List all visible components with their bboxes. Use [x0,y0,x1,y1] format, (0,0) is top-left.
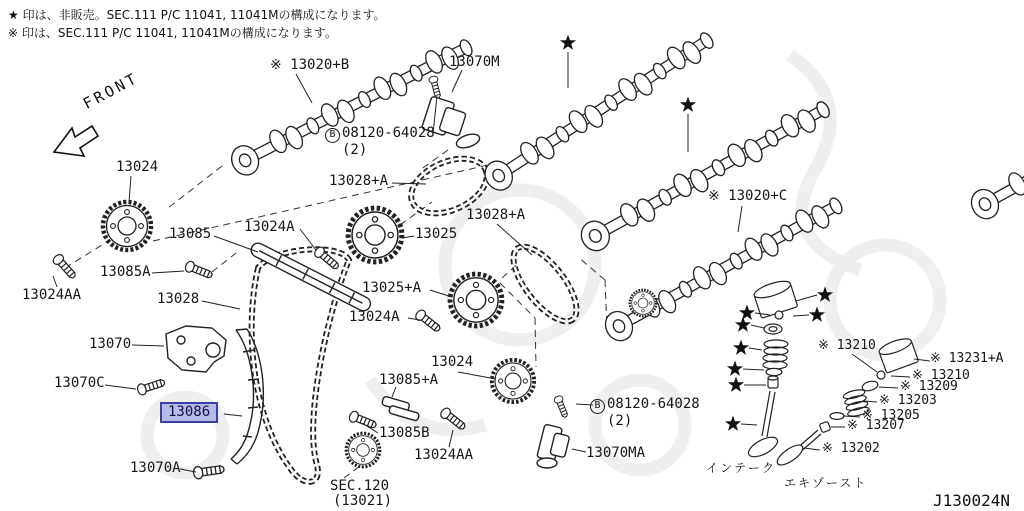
part-label-13085B[interactable]: 13085B [379,425,430,441]
sprocket-13024-left [103,202,151,250]
circled-b-icon: B [590,399,605,414]
part-label-13024-upper[interactable]: 13024 [116,159,159,175]
bracket-13070MA-foot [537,458,557,468]
sprocket-13025A [450,274,502,326]
part-label-13070M[interactable]: 13070M [449,54,500,70]
camshaft-corner-drawing [966,68,1024,223]
part-label-08120-64028-bottom[interactable] [590,397,700,429]
part-label-13020C[interactable]: ※ 13020+C [708,188,788,204]
sec120-line2: (13021) [333,493,393,510]
part-label-13028[interactable]: 13028 [157,291,200,307]
part-label-08120-64028-top[interactable] [325,126,435,158]
part-label-13210-lower[interactable]: ※ 13210 [912,368,970,383]
part-label-13070[interactable]: 13070 [89,336,132,352]
part-label-13024A-upper[interactable]: 13024A [244,219,295,235]
part-label-13070C[interactable]: 13070C [54,375,105,391]
front-label: FRONT [80,68,142,113]
part-label-13025[interactable]: 13025 [415,226,458,242]
bolt-label-row [590,396,700,412]
diagram-id: J130024N [933,491,1011,510]
bolt-number: 08120-64028 [342,125,435,141]
circled-b-icon: B [325,128,340,143]
part-label-13024AA-left[interactable]: 13024AA [22,287,82,303]
bolt-number: 08120-64028 [607,396,700,412]
part-label-13070MA[interactable]: 13070MA [586,445,646,461]
part-label-13024AA-right[interactable]: 13024AA [414,447,474,463]
camshaft-star-top-drawing [480,25,719,195]
exhaust-caption: エキゾースト [784,476,868,490]
part-label-13205[interactable]: ※ 13205 [862,408,920,423]
part-label-13024-lower[interactable]: 13024 [431,354,474,370]
front-direction-arrow [54,126,98,156]
part-label-13024A-lower[interactable]: 13024A [349,309,400,325]
sec120-line1: SEC.120 [330,478,390,494]
part-label-13207[interactable]: ※ 13207 [847,418,905,433]
part-label-13210-upper[interactable]: ※ 13210 [818,338,876,353]
sprocket-13024-lower [492,360,534,402]
part-label-13085pA[interactable]: 13085+A [379,372,439,388]
intake-caption: インテーク [706,461,777,475]
sprocket-cam-end [630,290,656,316]
part-label-13020B[interactable]: ※ 13020+B [270,57,350,73]
bracket-13070MA [537,424,571,464]
sprocket-crank-13021 [346,433,380,467]
part-label-13085[interactable]: 13085 [169,226,212,242]
note-star-legend: ★ 印は、非販売。SEC.111 P/C 11041, 11041Mの構成になります。 [8,8,386,22]
bolt-qty: (2) [607,413,633,429]
part-label-13025A[interactable]: 13025+A [362,280,422,296]
part-label-13028A-lower[interactable]: 13028+A [466,207,526,223]
part-label-13203[interactable]: ※ 13203 [879,393,937,408]
part-label-13085A[interactable]: 13085A [100,264,151,280]
part-label-13202[interactable]: ※ 13202 [822,441,880,456]
bolt-qty: (2) [342,142,368,158]
part-label-13209[interactable]: ※ 13209 [900,379,958,394]
part-label-13231A[interactable]: ※ 13231+A [930,351,1004,366]
sprocket-13025 [348,208,402,262]
part-label-sec120[interactable] [330,479,392,510]
part-label-13028A-upper[interactable]: 13028+A [329,173,389,189]
part-label-13070A[interactable]: 13070A [130,460,181,476]
tensioner-13070 [166,326,226,372]
bolt-label-row [325,125,435,141]
part-label-13086-highlighted[interactable]: 13086 [160,402,218,423]
note-asterisk-legend: ※ 印は、SEC.111 P/C 11041, 11041Mの構成になります。 [8,26,337,40]
